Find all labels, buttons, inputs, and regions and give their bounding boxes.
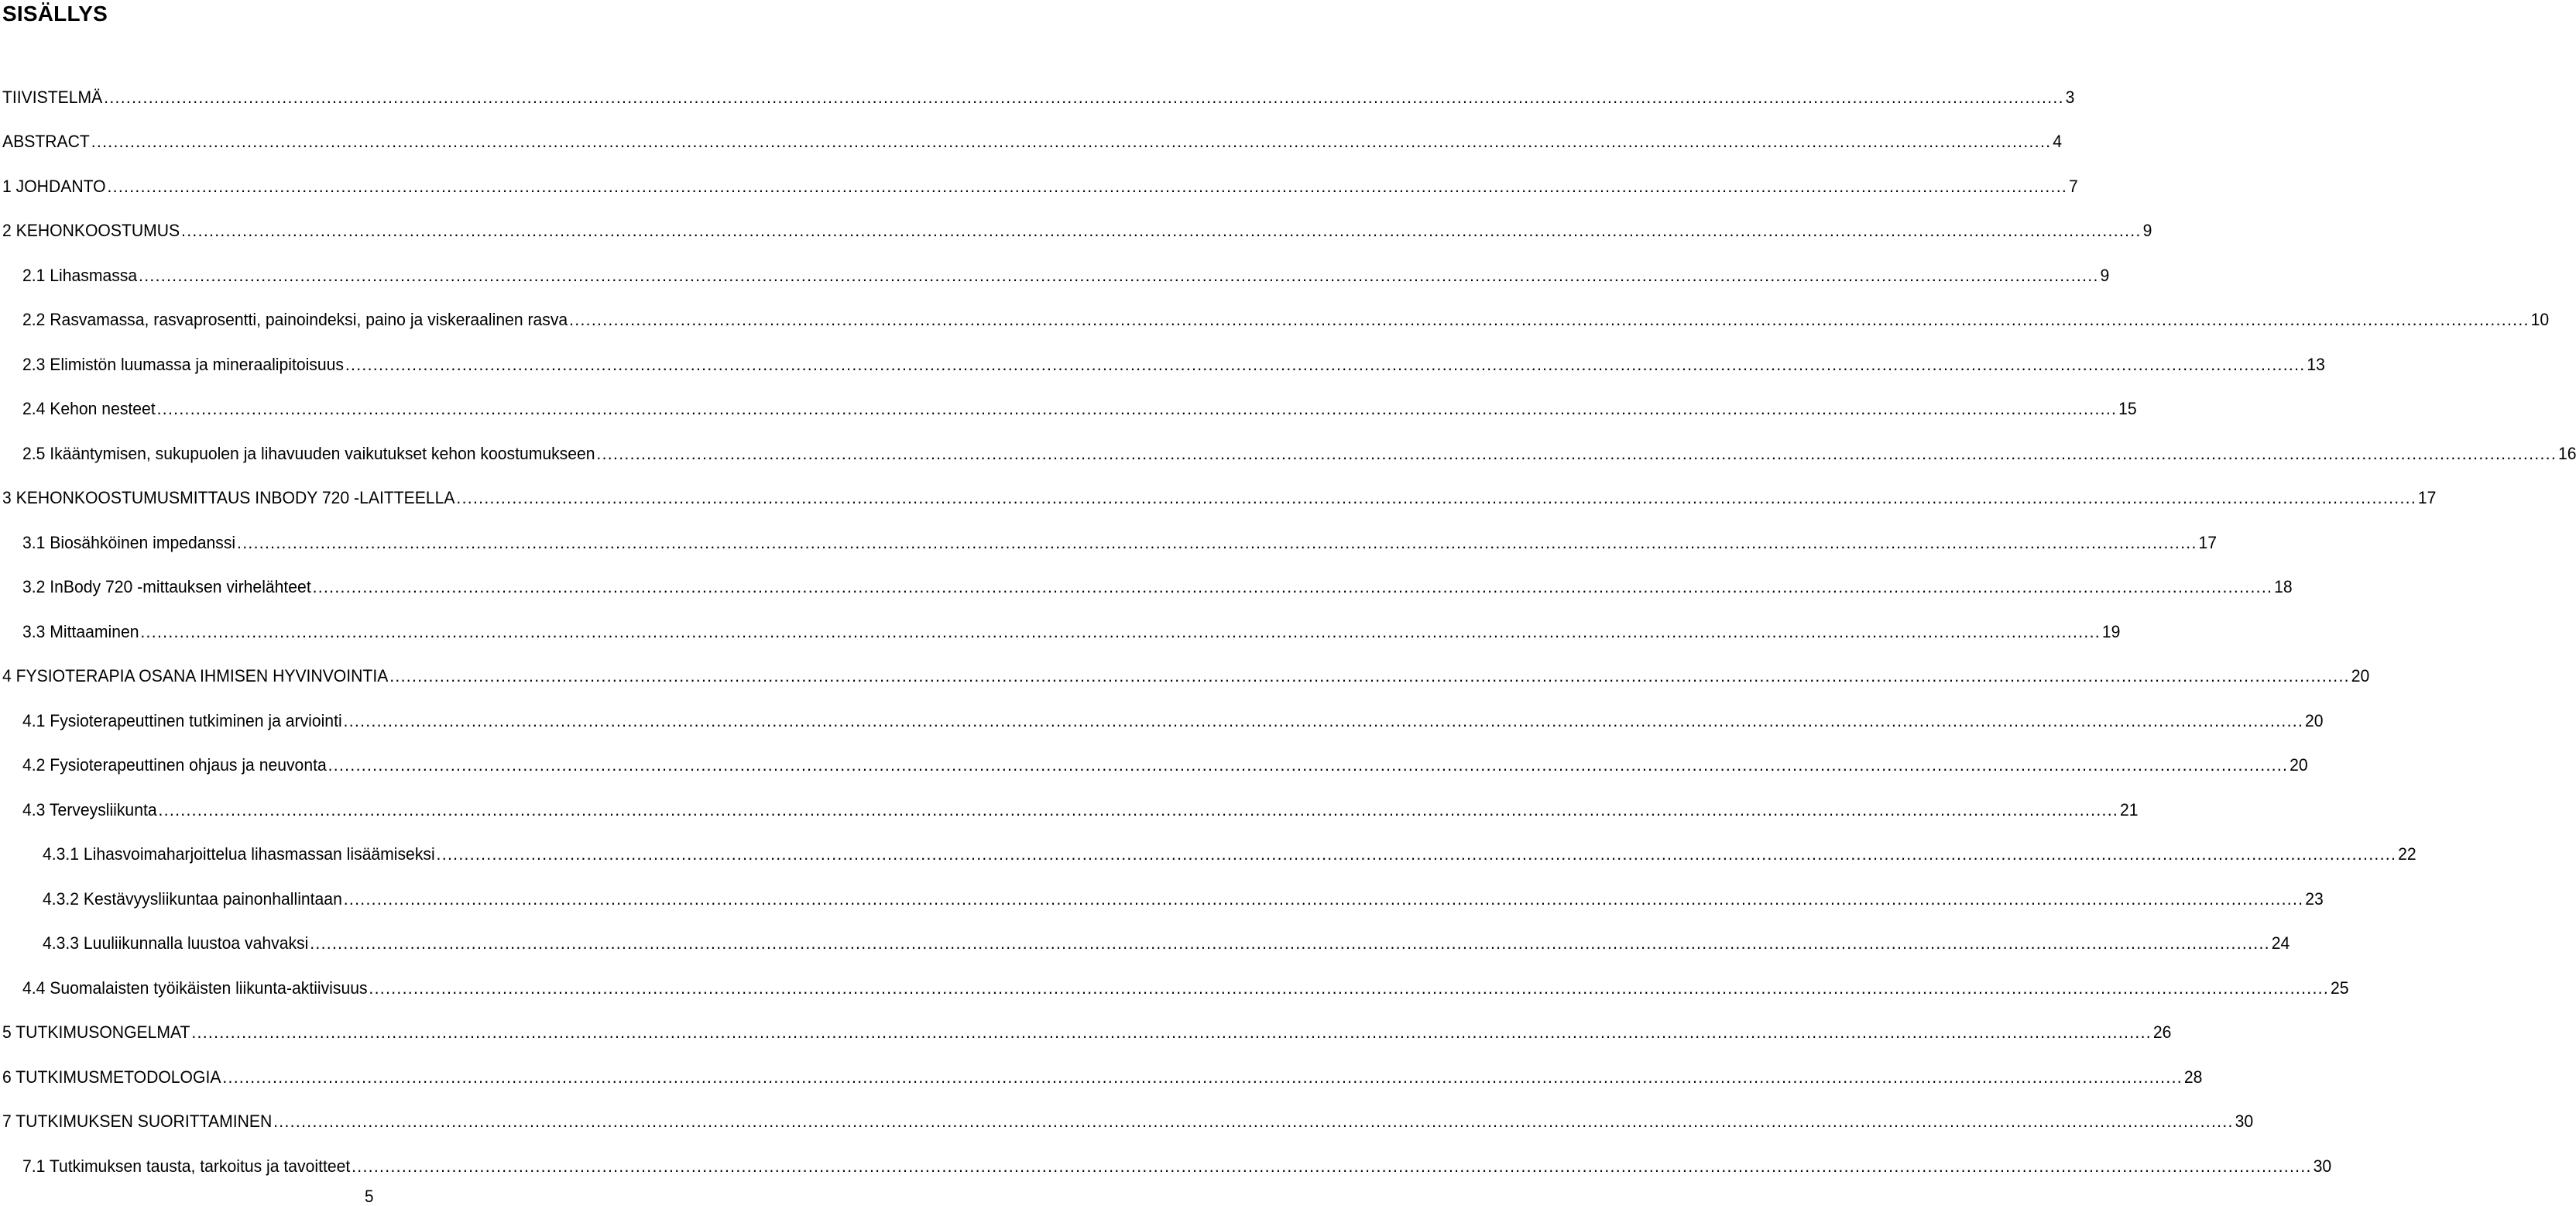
toc-entry-fysioterapia[interactable] bbox=[2, 665, 2370, 688]
toc-leader: ................................................................................................................................................................................................................................................................................................................................................................ bbox=[222, 1067, 2183, 1087]
toc-entry-label: 7 TUTKIMUKSEN SUORITTAMINEN bbox=[2, 1112, 273, 1131]
toc-entry-label: 4 FYSIOTERAPIA OSANA IHMISEN HYVINVOINTIA bbox=[2, 666, 389, 685]
toc-entry-label: TIIVISTELMÄ bbox=[2, 88, 103, 107]
toc-page-number: 15 bbox=[2118, 399, 2137, 418]
toc-entry-label: 2.4 Kehon nesteet bbox=[22, 399, 156, 418]
toc-leader: ................................................................................................................................................................................................................................................................................................................................................................ bbox=[345, 355, 2306, 374]
toc-page-number: 19 bbox=[2101, 622, 2121, 641]
toc-entry-lihasvoimaharjoittelu[interactable] bbox=[43, 843, 2417, 866]
toc-leader: ................................................................................................................................................................................................................................................................................................................................................................ bbox=[139, 266, 2099, 285]
toc-entry-kehon-nesteet[interactable] bbox=[22, 397, 2137, 421]
page-title: SISÄLLYS bbox=[2, 2, 108, 26]
toc-leader: ................................................................................................................................................................................................................................................................................................................................................................ bbox=[596, 444, 2557, 463]
toc-page-number: 10 bbox=[2530, 310, 2550, 329]
toc-entry-lihasmassa[interactable] bbox=[22, 264, 2110, 287]
toc-page-number: 24 bbox=[2271, 933, 2290, 953]
toc-entry-biosahkoinen-impedanssi[interactable] bbox=[22, 531, 2218, 555]
toc-entry-label: 6 TUTKIMUSMETODOLOGIA bbox=[2, 1067, 221, 1087]
toc-page-number: 9 bbox=[2100, 266, 2110, 285]
toc-leader: ................................................................................................................................................................................................................................................................................................................................................................ bbox=[312, 577, 2273, 596]
toc-page-number: 7 bbox=[2068, 177, 2078, 196]
toc-page-number: 28 bbox=[2183, 1067, 2203, 1087]
toc-page-number: 4 bbox=[2053, 132, 2062, 151]
toc-entry-label: 4.4 Suomalaisten työikäisten liikunta-aktiivisuus bbox=[22, 978, 368, 998]
toc-leader: ................................................................................................................................................................................................................................................................................................................................................................ bbox=[456, 488, 2417, 507]
toc-leader: ................................................................................................................................................................................................................................................................................................................................................................ bbox=[328, 755, 2289, 775]
toc-entry-label: 2.5 Ikääntymisen, sukupuolen ja lihavuuden vaikutukset kehon koostumukseen bbox=[22, 444, 595, 463]
toc-entry-liikunta-aktiivisuus[interactable] bbox=[22, 977, 2349, 1000]
toc-page-number: 25 bbox=[2330, 978, 2349, 998]
toc-entry-kehonkoostumus[interactable] bbox=[2, 219, 2152, 242]
toc-leader: ................................................................................................................................................................................................................................................................................................................................................................ bbox=[104, 88, 2064, 107]
toc-entry-luumassa[interactable] bbox=[22, 353, 2325, 376]
toc-page-number: 21 bbox=[2120, 800, 2139, 819]
toc-page-number: 30 bbox=[2235, 1112, 2254, 1131]
toc-entry-label: 1 JOHDANTO bbox=[2, 177, 106, 196]
toc-entry-ikaantymisen-vaikutukset[interactable] bbox=[22, 442, 2576, 466]
toc-leader: ................................................................................................................................................................................................................................................................................................................................................................ bbox=[569, 310, 2530, 329]
toc-entry-tutkimusmetodologia[interactable] bbox=[2, 1066, 2203, 1089]
toc-entry-tiivistelma[interactable] bbox=[2, 86, 2075, 109]
toc-page-number: 23 bbox=[2305, 889, 2324, 909]
toc-page-number: 17 bbox=[2417, 488, 2437, 507]
toc-leader: ................................................................................................................................................................................................................................................................................................................................................................ bbox=[273, 1112, 2234, 1131]
toc-entry-johdanto[interactable] bbox=[2, 175, 2078, 198]
toc-page-number: 16 bbox=[2557, 444, 2576, 463]
toc-entry-label: 4.2 Fysioterapeuttinen ohjaus ja neuvonta bbox=[22, 755, 327, 775]
toc-leader: ................................................................................................................................................................................................................................................................................................................................................................ bbox=[91, 132, 2052, 151]
toc-entry-label: 3.2 InBody 720 -mittauksen virhelähteet bbox=[22, 577, 311, 596]
toc-entry-mittaaminen[interactable] bbox=[22, 620, 2121, 644]
toc-page-number: 20 bbox=[2305, 711, 2324, 730]
toc-entry-label: 2.2 Rasvamassa, rasvaprosentti, painoindeksi, paino ja viskeraalinen rasva bbox=[22, 310, 568, 329]
toc-leader: ................................................................................................................................................................................................................................................................................................................................................................ bbox=[107, 177, 2068, 196]
toc-entry-kehonkoostumusmittaus[interactable] bbox=[2, 486, 2437, 510]
toc-entry-virhelahteet[interactable] bbox=[22, 576, 2293, 599]
toc-leader: ................................................................................................................................................................................................................................................................................................................................................................ bbox=[389, 666, 2350, 685]
toc-entry-label: 2.1 Lihasmassa bbox=[22, 266, 138, 285]
toc-leader: ................................................................................................................................................................................................................................................................................................................................................................ bbox=[436, 844, 2397, 864]
page-number: 5 bbox=[365, 1187, 374, 1206]
toc-leader: ................................................................................................................................................................................................................................................................................................................................................................ bbox=[237, 533, 2197, 552]
toc-leader: ................................................................................................................................................................................................................................................................................................................................................................ bbox=[310, 933, 2270, 953]
toc-entry-label: ABSTRACT bbox=[2, 132, 90, 151]
toc-page-number: 9 bbox=[2142, 221, 2152, 240]
toc-leader: ................................................................................................................................................................................................................................................................................................................................................................ bbox=[156, 399, 2118, 418]
toc-entry-label: 4.3.1 Lihasvoimaharjoittelua lihasmassan lisäämiseksi bbox=[43, 844, 435, 864]
toc-leader: ................................................................................................................................................................................................................................................................................................................................................................ bbox=[140, 622, 2101, 641]
toc-page-number: 18 bbox=[2274, 577, 2293, 596]
toc-entry-label: 3.3 Mittaaminen bbox=[22, 622, 139, 641]
toc-page-number: 20 bbox=[2290, 755, 2308, 775]
toc-entry-tutkimuksen-tausta[interactable] bbox=[22, 1155, 2332, 1178]
toc-page-number: 30 bbox=[2313, 1156, 2332, 1176]
toc-entry-tutkiminen-arviointi[interactable] bbox=[22, 710, 2324, 733]
toc-leader: ................................................................................................................................................................................................................................................................................................................................................................ bbox=[158, 800, 2119, 819]
toc-leader: ................................................................................................................................................................................................................................................................................................................................................................ bbox=[369, 978, 2330, 998]
toc-entry-luuliikunta[interactable] bbox=[43, 932, 2290, 955]
toc-leader: ................................................................................................................................................................................................................................................................................................................................................................ bbox=[181, 221, 2142, 240]
toc-page-number: 3 bbox=[2065, 88, 2075, 107]
toc-leader: ................................................................................................................................................................................................................................................................................................................................................................ bbox=[343, 889, 2304, 909]
toc-leader: ................................................................................................................................................................................................................................................................................................................................................................ bbox=[343, 711, 2304, 730]
toc-leader: ................................................................................................................................................................................................................................................................................................................................................................ bbox=[191, 1022, 2152, 1042]
toc-leader: ................................................................................................................................................................................................................................................................................................................................................................ bbox=[352, 1156, 2312, 1176]
toc-page-number: 13 bbox=[2307, 355, 2325, 374]
toc-entry-tutkimuksen-suorittaminen[interactable] bbox=[2, 1110, 2254, 1133]
toc-entry-label: 4.3 Terveysliikunta bbox=[22, 800, 157, 819]
toc-entry-label: 2.3 Elimistön luumassa ja mineraalipitoisuus bbox=[22, 355, 344, 374]
toc-entry-abstract[interactable] bbox=[2, 130, 2062, 153]
toc-page-number: 26 bbox=[2152, 1022, 2172, 1042]
toc-entry-tutkimusongelmat[interactable] bbox=[2, 1021, 2172, 1044]
toc-entry-label: 4.1 Fysioterapeuttinen tutkiminen ja arviointi bbox=[22, 711, 342, 730]
toc-page-number: 22 bbox=[2398, 844, 2417, 864]
toc-entry-label: 4.3.2 Kestävyysliikuntaa painonhallintaan bbox=[43, 889, 342, 909]
toc-entry-label: 2 KEHONKOOSTUMUS bbox=[2, 221, 180, 240]
toc-entry-label: 5 TUTKIMUSONGELMAT bbox=[2, 1022, 190, 1042]
toc-entry-terveysliikunta[interactable] bbox=[22, 799, 2139, 822]
toc-entry-label: 3 KEHONKOOSTUMUSMITTAUS INBODY 720 -LAITTEELLA bbox=[2, 488, 455, 507]
toc-entry-ohjaus-neuvonta[interactable] bbox=[22, 754, 2308, 777]
toc-entry-label: 7.1 Tutkimuksen tausta, tarkoitus ja tavoitteet bbox=[22, 1156, 351, 1176]
toc-entry-label: 4.3.3 Luuliikunnalla luustoa vahvaksi bbox=[43, 933, 309, 953]
toc-page-number: 17 bbox=[2198, 533, 2218, 552]
toc-entry-label: 3.1 Biosähköinen impedanssi bbox=[22, 533, 236, 552]
toc-entry-kestavyysliikunta[interactable] bbox=[43, 888, 2324, 911]
toc-entry-rasvamassa[interactable] bbox=[22, 308, 2550, 332]
toc-page-number: 20 bbox=[2351, 666, 2370, 685]
